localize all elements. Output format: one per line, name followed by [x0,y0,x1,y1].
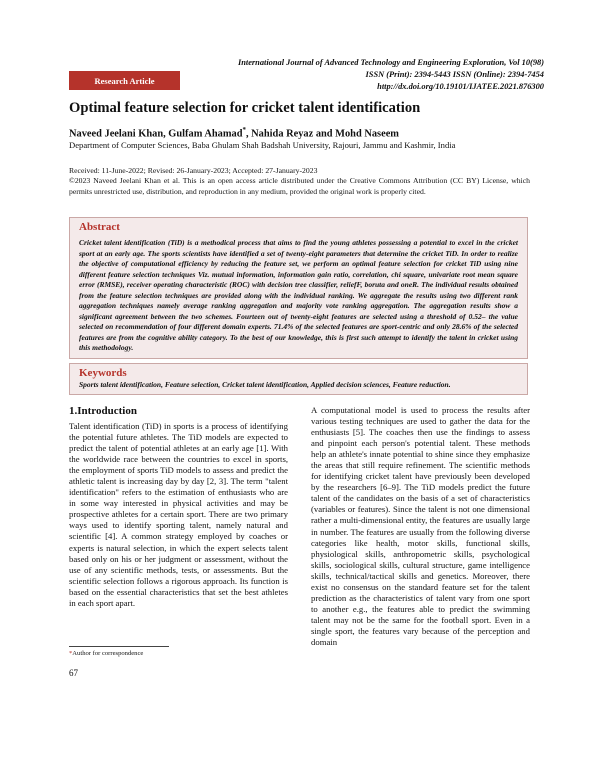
section-heading-introduction: 1.Introduction [69,405,137,417]
page-number: 67 [69,668,78,678]
footnote-text: Author for correspondence [72,650,144,657]
journal-header [238,57,544,93]
abstract-heading: Abstract [79,221,120,233]
footnote-divider [69,646,169,647]
copyright-notice: ©2023 Naveed Jeelani Khan et al. This is an open access article distributed under the Creative Commons Attribution (CC BY) License, which permits unrestricted use, distribution, and reproduction in any medium, provided the original work is properly cited. [69,176,530,196]
body-column-right: A computational model is used to process the results after various testing techniques are used to gather the data for the enthusiasts [5]. The coaches then use the findings to assess and pinpoint each person's potential talent. These methods help an athlete's innate potential to shine since they emphasize the areas that still require refinement. The scientific methods for identifying cricket talent have previously been developed by the researchers [6–9]. The TiD models predict the future talent of the candidates on the basis of a set of characteristics (variables or features). Since the talent is not one dimensional rather a multi-dimensional entity, the features are usually large in number. The features are usually from the following diverse categories like health, motor skills, functional skills, physiological skills, anthropometric skills, psychological skills, sociological skills, cultural structure, game intelligence skills, technical/tactical skills and genetics. Moreover, there exist no consensus on the standard feature set for the talent prediction as the characteristics of talent vary from one sport to another e.g., the features able to predict the swimming talent may not be the same for the football sport. Even in a single sport, the features vary because of the perception and domain [311,405,530,647]
corresponding-mark: * [242,126,246,134]
journal-name: International Journal of Advanced Technology and Engineering Exploration, Vol 10(98) [237,58,544,67]
publication-dates: Received: 11-June-2022; Revised: 26-January-2023; Accepted: 27-January-2023 [69,166,318,175]
body-column-left: Talent identification (TiD) in sports is a process of identifying the potential future athletes. The TiD models are expected to predict the talent of potential athletes at an early age [1]. With the worldwide race between the countries to excel in sports, the employment of sports TiD models to assess and predict the athletic talent is increasing day by day [2, 3]. The term "talent identification" refers to the estimation of enthusiasts who are in some way interested in physical activities and may be prospective athletes for a certain sport. There are two primary ways used to identify sporting talent, namely natural and scientific [4]. A common strategy employed by coaches or experts is natural selection, in which the expert selects talent based only on his or her judgment or assessment, without the use of any scientific methods, tests, or assessments. But the scientific selection follows a rigorous approach. Its function is based on the essential characteristics that set the best athletes in each sport apart. [69,421,288,608]
article-type-badge: Research Article [69,71,180,90]
abstract-text: Cricket talent identification (TiD) is a methodical process that aims to find the young athletes possessing a potential to excel in the cricket sport at an early age. The sports scientists have identified a set of twenty-eight parameters that determine the cricket TiD. In order to realize the objective of computational efficiency by reducing the feature set, we perform an optimal feature selection for cricket TiD using nine different feature selection techniques Viz. mutual information, information gain ratio, correlation, chi square, univariate root mean square error (RMSE), receiver operating characteristic (ROC) with decision tree classifier, reliefF, boruta and oneR. The individual results obtained from the feature selection techniques are provided along with the individual ranking. We aggregate the results using two different rank aggregation techniques namely average ranking aggregation and majority vote ranking aggregation. The aggregation results show a significant agreement between the two schemes. Fourteen out of twenty-eight features are selected using a threshold of 0.52– the value selected on recommendation of four different domain experts. 71.4% of the selected features are sport-centric and only 28.6% of the selected features are from the cognitive ability category. To the best of our knowledge, this is first such attempt to identify the talent in cricket using this methodology. [79,238,518,353]
paper-title: Optimal feature selection for cricket talent identification [69,100,421,116]
publication-info [69,166,530,197]
authors-first: Naveed Jeelani Khan, Gulfam Ahamad [69,128,243,140]
footnote-mark: * [69,650,73,657]
keywords-heading: Keywords [79,367,127,379]
keywords-text: Sports talent identification, Feature selection, Cricket talent identification, Applied decision sciences, Feature reduction. [79,380,451,389]
journal-doi[interactable]: http://dx.doi.org/10.19101/IJATEE.2021.876300 [377,82,544,91]
abstract-box [69,217,528,359]
footnote [69,650,143,657]
keywords-box [69,363,528,395]
author-list [69,126,399,139]
affiliation: Department of Computer Sciences, Baba Ghulam Shah Badshah University, Rajouri, Jammu and Kashmir, India [69,140,456,150]
journal-issn: ISSN (Print): 2394-5443 ISSN (Online): 2394-7454 [365,70,544,79]
authors-rest: , Nahida Reyaz and Mohd Naseem [245,128,399,140]
